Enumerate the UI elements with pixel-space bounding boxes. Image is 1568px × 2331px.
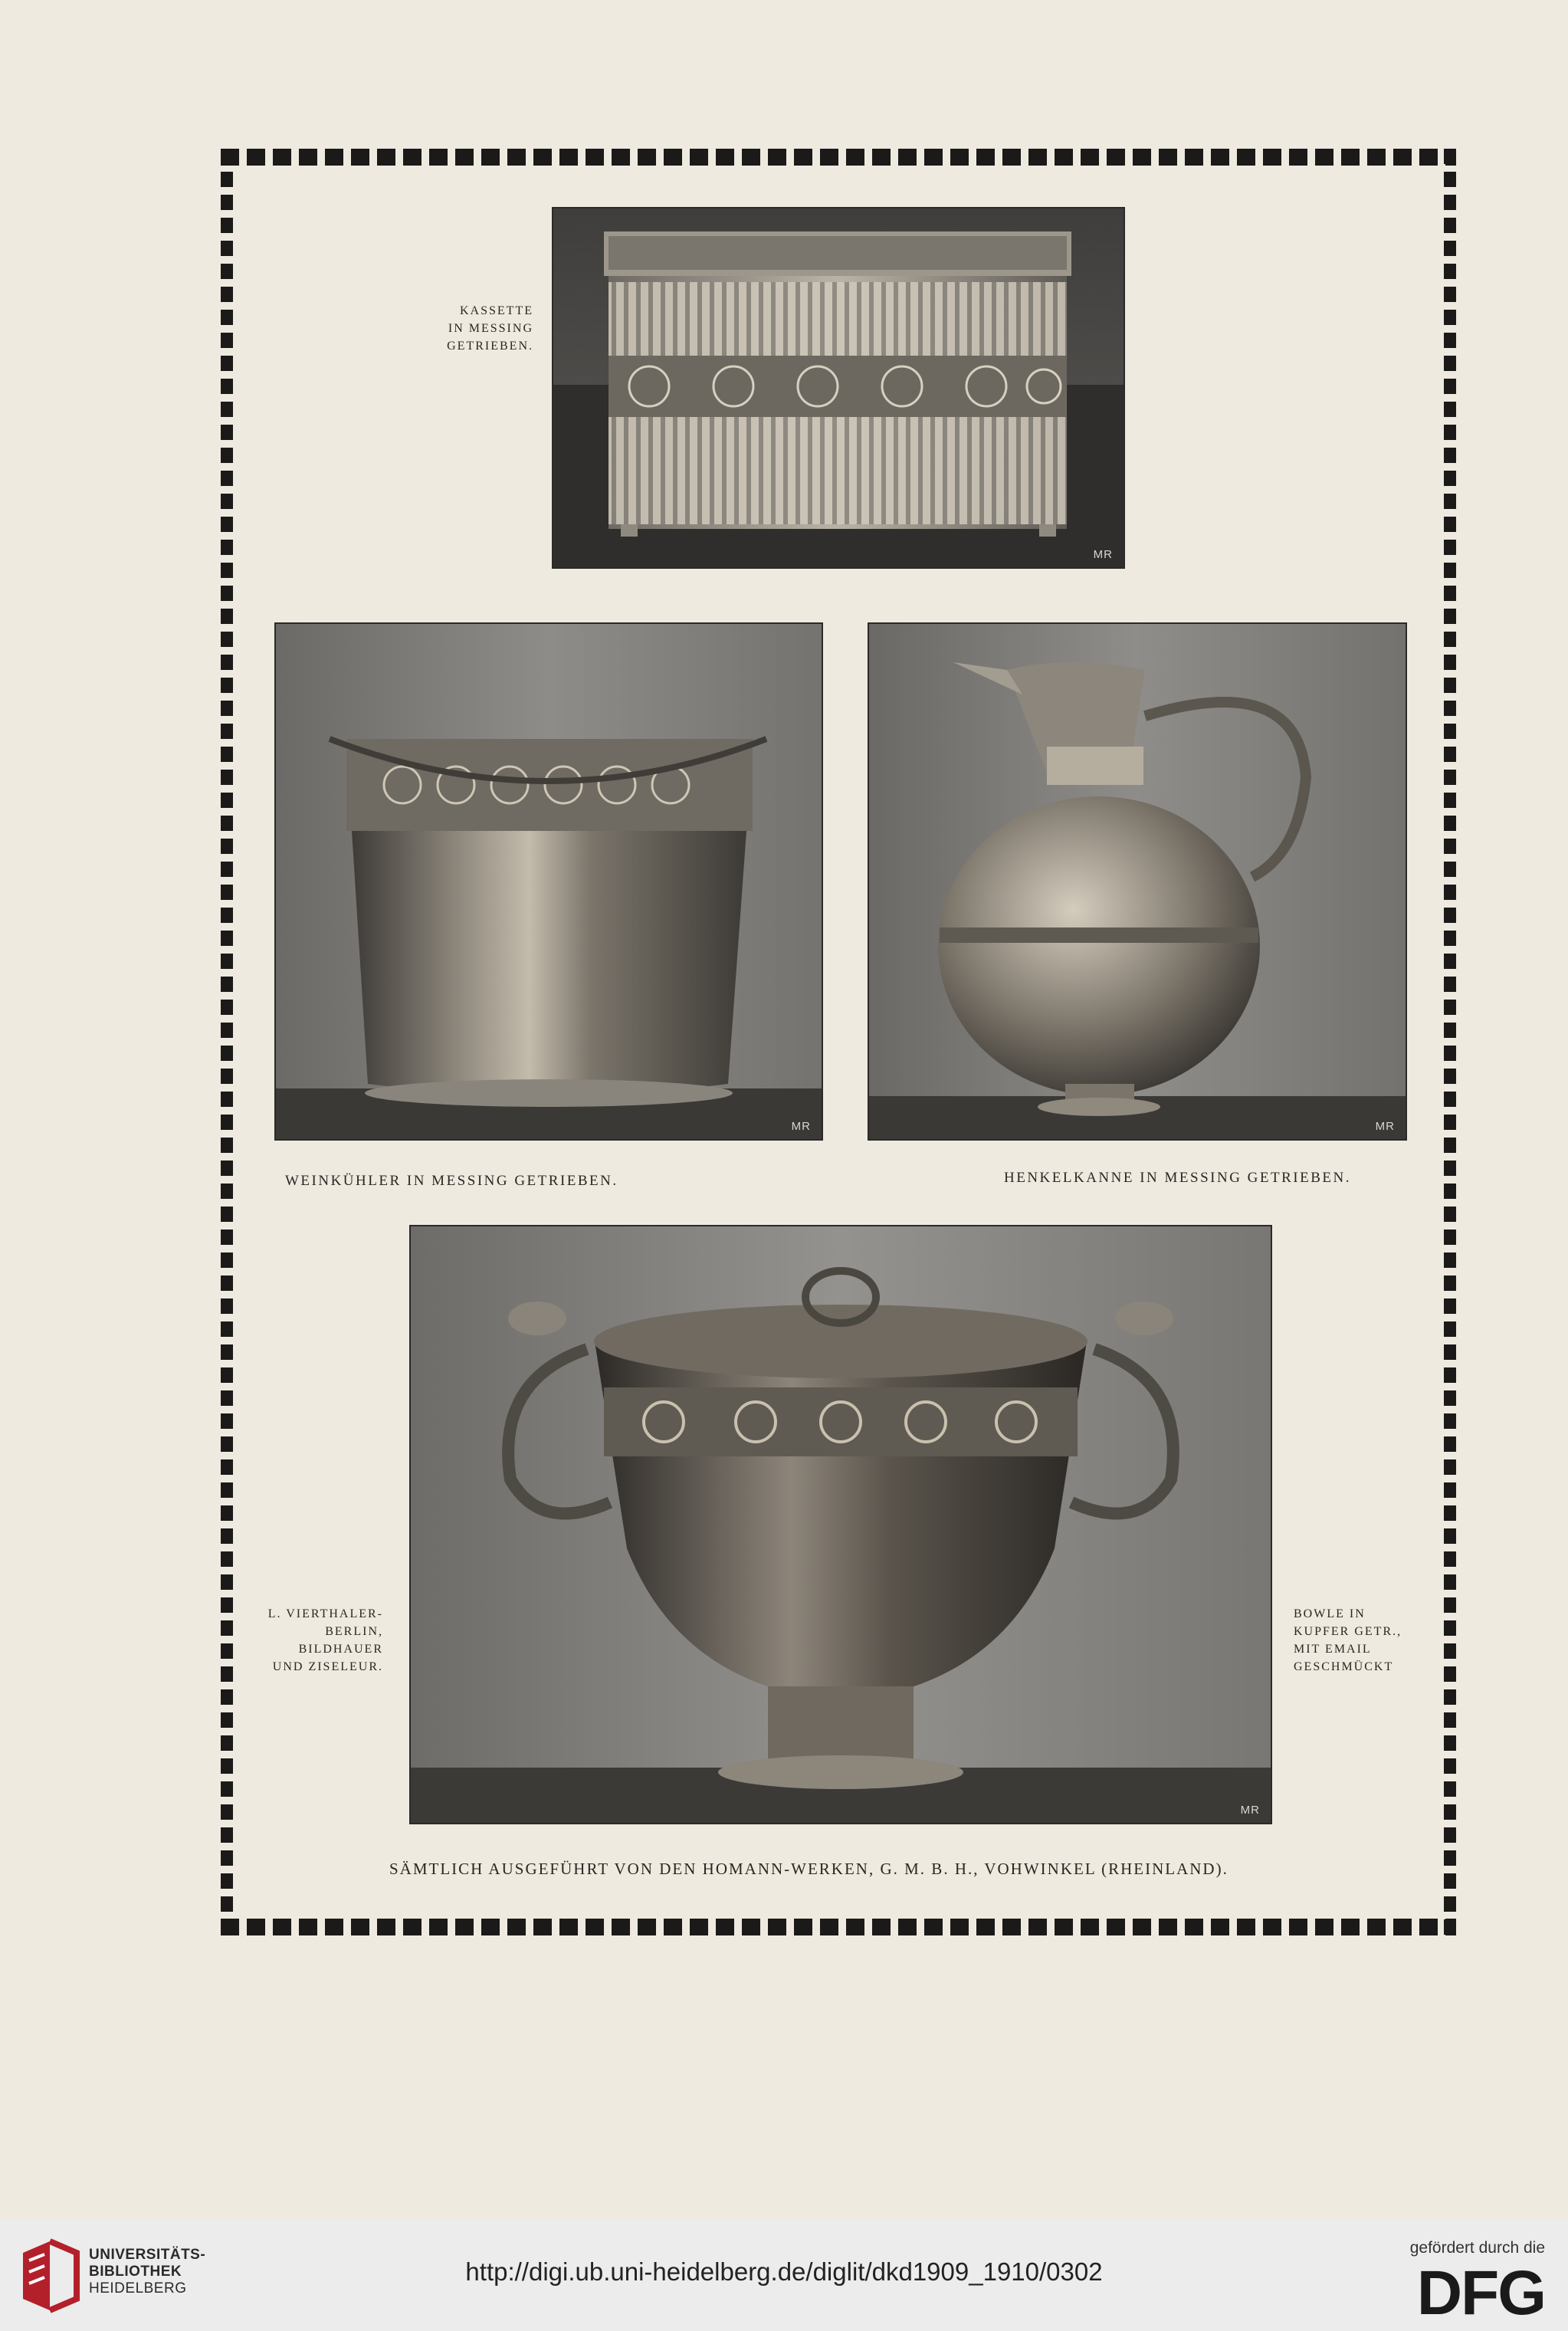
footer-bar [0, 2219, 1568, 2331]
caption-artist: L. VIERTHALER- BERLIN, BILDHAUER UND ZISELEUR. [267, 1607, 383, 1673]
library-name: UNIVERSITÄTS- BIBLIOTHEK HEIDELBERG [89, 2247, 206, 2297]
frame-right [1444, 149, 1456, 1935]
photo-kassette [552, 207, 1125, 569]
source-url-link[interactable]: http://digi.ub.uni-heidelberg.de/diglit/dkd1909_1910/0302 [465, 2257, 1103, 2286]
photo-watermark: MR [1093, 548, 1113, 561]
photo-henkelkanne [868, 622, 1407, 1141]
dfg-logo: DFG [1416, 2258, 1545, 2328]
caption-kassette: KASSETTE IN MESSING GETRIEBEN. [447, 304, 533, 353]
photo-weinkuehler [274, 622, 823, 1141]
caption-manufacturer: SÄMTLICH AUSGEFÜHRT VON DEN HOMANN-WERKEN, G. M. B. H., VOHWINKEL (RHEINLAND). [389, 1860, 1228, 1878]
frame-bottom [221, 1919, 1456, 1935]
caption-bowle: BOWLE IN KUPFER GETR., MIT EMAIL GESCHMÜCKT [1294, 1607, 1402, 1673]
photo-watermark: MR [791, 1120, 811, 1133]
photo-watermark: MR [1240, 1804, 1260, 1817]
caption-weinkuehler: WEINKÜHLER IN MESSING GETRIEBEN. [285, 1173, 618, 1189]
caption-henkelkanne: HENKELKANNE IN MESSING GETRIEBEN. [1004, 1170, 1351, 1186]
photo-watermark: MR [1375, 1120, 1395, 1133]
frame-top [221, 149, 1456, 166]
photo-bowle [409, 1225, 1272, 1824]
funding-label: gefördert durch die [1409, 2239, 1545, 2257]
